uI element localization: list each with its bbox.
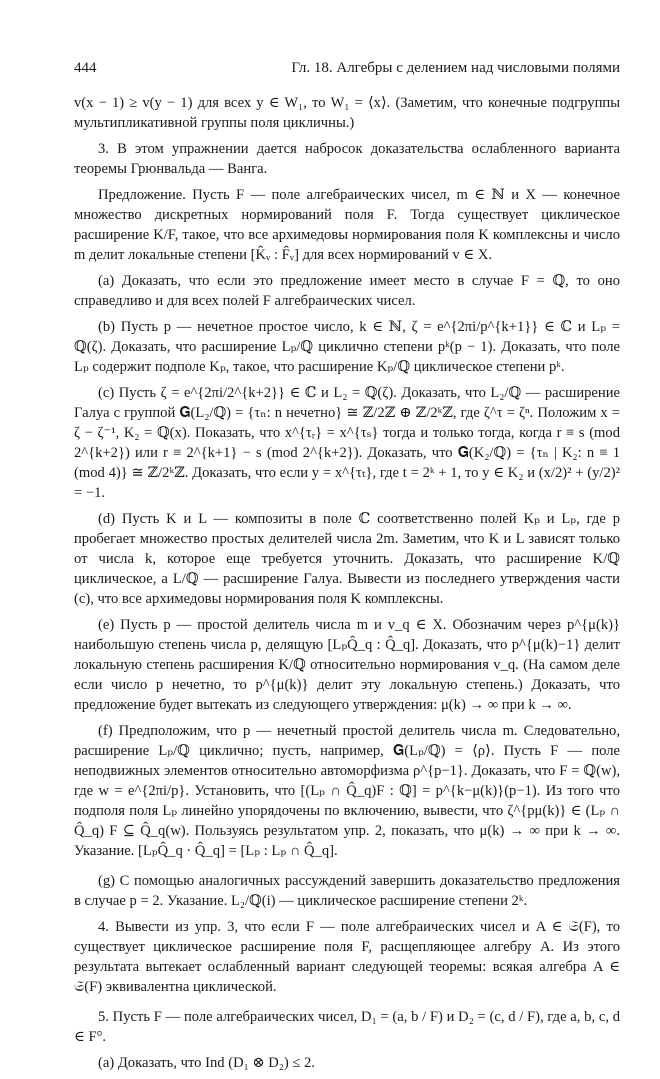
part-b: (b) Пусть p — нечетное простое число, k ∈ ℕ, ζ = e^{2πi/p^{k+1}} ∈ ℂ и Lₚ = ℚ(ζ). Доказать, что расширение Lₚ/ℚ циклично степени pᵏ(p − 1). Доказать, что поле Lₚ содержит подполе Kₚ, такое, что расширение Kₚ/ℚ циклическое степени pᵏ.	[74, 319, 620, 375]
running-header	[74, 60, 620, 77]
proposition: Предложение. Пусть F — поле алгебраических чисел, m ∈ ℕ и X — конечное множество дискретных нормирований поля F. Тогда существует циклическое расширение K/F, такое, что все архимедовы нормирования поля K комплексны и число m делит локальные степени [K̂ᵥ : F̂ᵥ] для всех нормирований v ∈ X.	[74, 187, 620, 263]
part-e: (e) Пусть p — простой делитель числа m и v_q ∈ X. Обозначим через p^{μ(k)} наибольшую степень числа p, делящую [LₚQ̂_q : Q̂_q]. Доказать, что p^{μ(k)−1} делит локальную степень расширения K/ℚ относительно нормирования v_q. (На самом деле если число p нечетно, то p^{μ(k)} делит эту локальную степень.) Доказать, что предложение будет вытекать из следующего утверждения: μ(k) → ∞ при k → ∞.	[74, 617, 620, 713]
page-number: 444	[74, 60, 97, 76]
paragraph: v(x − 1) ≥ v(y − 1) для всех y ∈ W₁, то W₁ = ⟨x⟩. (Заметим, что конечные подгруппы мультипликативной группы поля цикличны.)	[74, 95, 620, 131]
part-g: (g) С помощью аналогичных рассуждений завершить доказательство предложения в случае p = 2. Указание. L₂/ℚ(i) — циклическое расширение степени 2ᵏ.	[74, 873, 620, 909]
exercise-4: 4. Вывести из упр. 3, что если F — поле алгебраических чисел и A ∈ 𝔖(F), то существует циклическое расширение поля F, расщепляющее алгебру A. Из этого результата вытекает ослабленный вариант следующей теоремы: всякая алгебра A ∈ 𝔖(F) эквивалентна циклической.	[74, 919, 620, 995]
book-page	[74, 60, 620, 1079]
exercise-5-part-a: (a) Доказать, что Ind (D₁ ⊗ D₂) ≤ 2.	[98, 1055, 315, 1071]
running-title: Гл. 18. Алгебры с делением над числовыми полями	[291, 60, 620, 76]
exercise-3-intro: 3. В этом упражнении дается набросок доказательства ослабленного варианта теоремы Грюнвальда — Ванга.	[74, 141, 620, 177]
part-f: (f) Предположим, что p — нечетный простой делитель числа m. Следовательно, расширение Lₚ/ℚ циклично; пусть, например, 𝐆(Lₚ/ℚ) = ⟨ρ⟩. Пусть F — поле неподвижных элементов относительно автоморфизма ρ^{p−1}. Доказать, что F = ℚ(w), где w = e^{2πi/p}. Установить, что [(Lₚ ∩ Q̂_q)F : ℚ] = p^{k−μ(k)}(p−1). Из того что подполя поля Lₚ линейно упорядочены по включению, вывести, что ζ^{pμ(k)} ∈ (Lₚ ∩ Q̂_q) F ⊆ Q̂_q(w). Пользуясь результатом упр. 2, показать, что μ(k) → ∞ при k → ∞. Указание. [LₚQ̂_q · Q̂_q] = [Lₚ : Lₚ ∩ Q̂_q].	[74, 723, 620, 859]
part-a: (a) Доказать, что если это предложение имеет место в случае F = ℚ, то оно справедливо и для всех полей F алгебраических чисел.	[74, 273, 620, 309]
part-c: (c) Пусть ζ = e^{2πi/2^{k+2}} ∈ ℂ и L₂ = ℚ(ζ). Доказать, что L₂/ℚ — расширение Галуа с группой 𝐆(L₂/ℚ) = {τₙ: n нечетно} ≅ ℤ/2ℤ ⊕ ℤ/2ᵏℤ, где ζ^τ = ζⁿ. Положим x = ζ − ζ⁻¹, K₂ = ℚ(x). Показать, что x^{τᵣ} = x^{τₛ} тогда и только тогда, когда r ≡ s (mod 2^{k+2}) или r ≡ 2^{k+1} − s (mod 2^{k+2}). Доказать, что 𝐆(K₂/ℚ) = {τₙ | K₂: n ≡ 1 (mod 4)} ≅ ℤ/2ᵏℤ. Доказать, что если y = x^{τₜ}, где t = 2ᵏ + 1, то y ∈ K₂ и (x/2)² + (y/2)² = −1.	[74, 385, 620, 501]
exercise-5: 5. Пусть F — поле алгебраических чисел, D₁ = (a, b / F) и D₂ = (c, d / F), где a, b, c, d ∈ F°.	[74, 1009, 620, 1045]
part-d: (d) Пусть K и L — композиты в поле ℂ соответственно полей Kₚ и Lₚ, где p пробегает множество простых делителей числа 2m. Заметим, что K и L зависят только от числа k, которое еще требуется уточнить. Доказать, что расширение K/ℚ циклическое, а L/ℚ — расширение Галуа. Вывести из последнего утверждения части (c), что все архимедовы нормирования поля K комплексны.	[74, 511, 620, 607]
